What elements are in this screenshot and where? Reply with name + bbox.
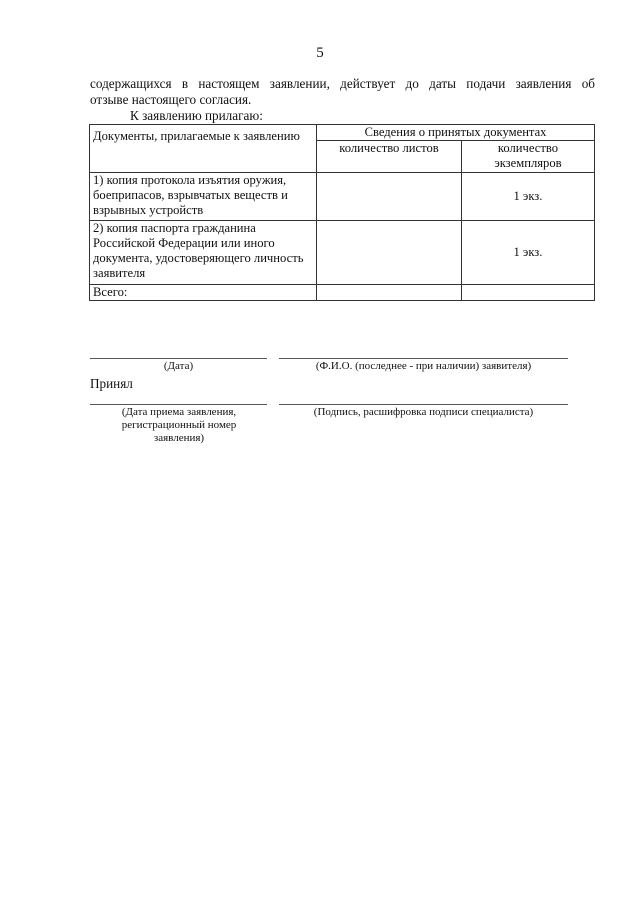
copies-cell: 1 экз.	[461, 221, 594, 285]
sheets-cell	[317, 221, 462, 285]
table-row	[90, 221, 595, 285]
total-label-cell: Всего:	[90, 285, 317, 301]
page-number: 5	[316, 45, 324, 61]
attachment-heading: К заявлению прилагаю:	[130, 108, 263, 123]
applicant-name-label: (Ф.И.О. (последнее - при наличии) заявителя)	[315, 360, 532, 372]
receipt-date-label: (Дата приема заявления, регистрационный номер заявления)	[121, 406, 237, 444]
consent-paragraph	[90, 76, 595, 108]
accepted-label: Принял	[90, 376, 133, 391]
table-row	[90, 173, 595, 221]
paragraph-line-1: содержащихся в настоящем заявлении, действует до даты подачи заявления об	[90, 76, 595, 91]
total-copies-cell	[461, 285, 594, 301]
documents-column-header: Документы, прилагаемые к заявлению	[90, 125, 317, 173]
date-label: (Дата)	[163, 360, 194, 372]
sheets-cell	[317, 173, 462, 221]
copies-count-header: количество экземпляров	[461, 141, 594, 173]
receipt-date-line	[90, 404, 267, 405]
paragraph-line-2: отзыве настоящего согласия.	[90, 92, 252, 107]
total-sheets-cell	[317, 285, 462, 301]
copies-cell: 1 экз.	[461, 173, 594, 221]
document-cell: 1) копия протокола изъятия оружия, боеприпасов, взрывчатых веществ и взрывных устройств	[90, 173, 317, 221]
specialist-signature-label: (Подпись, расшифровка подписи специалиста)	[313, 406, 534, 418]
table-header-row	[90, 125, 595, 141]
date-signature-line	[90, 358, 267, 359]
attached-documents-table	[89, 124, 595, 301]
applicant-name-line	[279, 358, 568, 359]
specialist-signature-line	[279, 404, 568, 405]
document-cell: 2) копия паспорта гражданина Российской Федерации или иного документа, удостоверяющего личность заявителя	[90, 221, 317, 285]
table-total-row	[90, 285, 595, 301]
documents-info-group-header: Сведения о принятых документах	[317, 125, 595, 141]
sheets-count-header: количество листов	[317, 141, 462, 173]
